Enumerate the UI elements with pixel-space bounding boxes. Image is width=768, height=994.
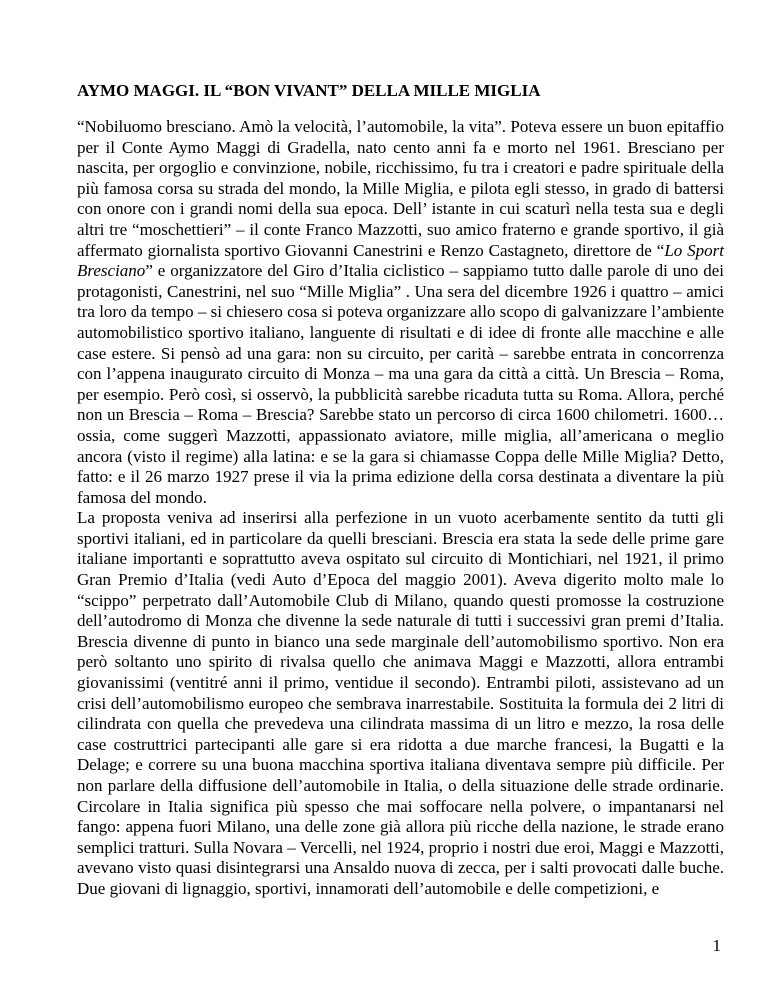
paragraph-2: La proposta veniva ad inserirsi alla perfezione in un vuoto acerbamente sentito da tutti gli sportivi italiani, ed in particolare da quelli bresciani. Brescia era stata la sede delle prime gare italiane importanti e soprattutto aveva ospitato sul circuito di Montichiari, nel 1921, il primo Gran Premio d’Italia (vedi Auto d’Epoca del maggio 2001). Aveva digerito molto male lo “scippo” perpetrato dall’Automobile Club di Milano, quando questi promosse la costruzione dell’autodromo di Monza che divenne la sede naturale di tutti i successivi gran premi d’Italia. Brescia divenne di punto in bianco una sede marginale dell’automobilismo sportivo. Non era però soltanto uno spirito di rivalsa quello che animava Maggi e Mazzotti, allora entrambi giovanissimi (ventitré anni il primo, ventidue il secondo). Entrambi piloti, assistevano ad un crisi dell’automobilismo europeo che sembrava inarrestabile. Sostituita la formula dei 2 litri di cilindrata con quella che prevedeva una cilindrata massima di un litro e mezzo, la rosa delle case costruttrici partecipanti alle gare si era ridotta a due marche francesi, la Bugatti e la Delage; e correre su una buona macchina sportiva italiana diventava sempre più difficile. Per non parlare della diffusione dell’automobile in Italia, o della situazione delle strade ordinarie. Circolare in Italia significa più spesso che mai soffocare nella polvere, o impantanarsi nel fango: appena fuori Milano, una delle zone già allora più ricche della nazione, le strade erano semplici tratturi. Sulla Novara – Vercelli, nel 1924, proprio i nostri due eroi, Maggi e Mazzotti, avevano visto quasi disintegrarsi una Ansaldo nuova di zecca, per i salti provocati dalle buche. Due giovani di lignaggio, sportivi, innamorati dell’automobile e delle competizioni, e (77, 508, 724, 898)
article-body (77, 117, 724, 900)
page-number: 1 (712, 936, 721, 955)
paragraph-1-text-b: ” e organizzatore del Giro d’Italia ciclistico – sappiamo tutto dalle parole di uno dei protagonisti, Canestrini, nel suo “Mille Miglia” . Una sera del dicembre 1926 i quattro – amici tra loro da tempo – si chiesero cosa si poteva organizzare allo scopo di galvanizzare l’ambiente automobilistico sportivo italiano, languente di risultati e di idee di fronte alle macchine e alle case estere. Si pensò ad una gara: non su circuito, per carità – sarebbe entrata in concorrenza con l’appena inaugurato circuito di Monza – ma una gara da città a città. Un Brescia – Roma, per esempio. Però così, si osservò, la pubblicità sarebbe ricaduta tutta su Roma. Allora, perché non un Brescia – Roma – Brescia? Sarebbe stato un percorso di circa 1600 chilometri. 1600…ossia, come suggerì Mazzotti, appassionato aviatore, mille miglia, all’americana o meglio ancora (visto il regime) alla latina: e se la gara si chiamasse Coppa delle Mille Miglia? Detto, fatto: e il 26 marzo 1927 prese il via la prima edizione della corsa destinata a diventare la più famosa del mondo. (77, 261, 724, 507)
newspaper-title: Lo Sport Bresciano (77, 240, 725, 281)
article-title: AYMO MAGGI. IL “BON VIVANT” DELLA MILLE MIGLIA (77, 81, 541, 100)
paragraph-1-text-a: “Nobiluomo bresciano. Amò la velocità, l’automobile, la vita”. Poteva essere un buon epitaffio per il Conte Aymo Maggi di Gradella, nato cento anni fa e morto nel 1961. Bresciano per nascita, per orgoglio e convinzione, nobile, ricchissimo, fu tra i creatori e padre spirituale della più famosa corsa su strada del mondo, la Mille Miglia, e pilota egli stesso, in grado di battersi con onore con i grandi nomi della sua epoca. Dell’ istante in cui scaturì nella testa sua e degli altri tre “moschettieri” – il conte Franco Mazzotti, suo amico fraterno e grande sportivo, il già affermato giornalista sportivo Giovanni Canestrini e Renzo Castagneto, direttore de “ (77, 117, 724, 260)
paragraph-1 (77, 117, 724, 508)
